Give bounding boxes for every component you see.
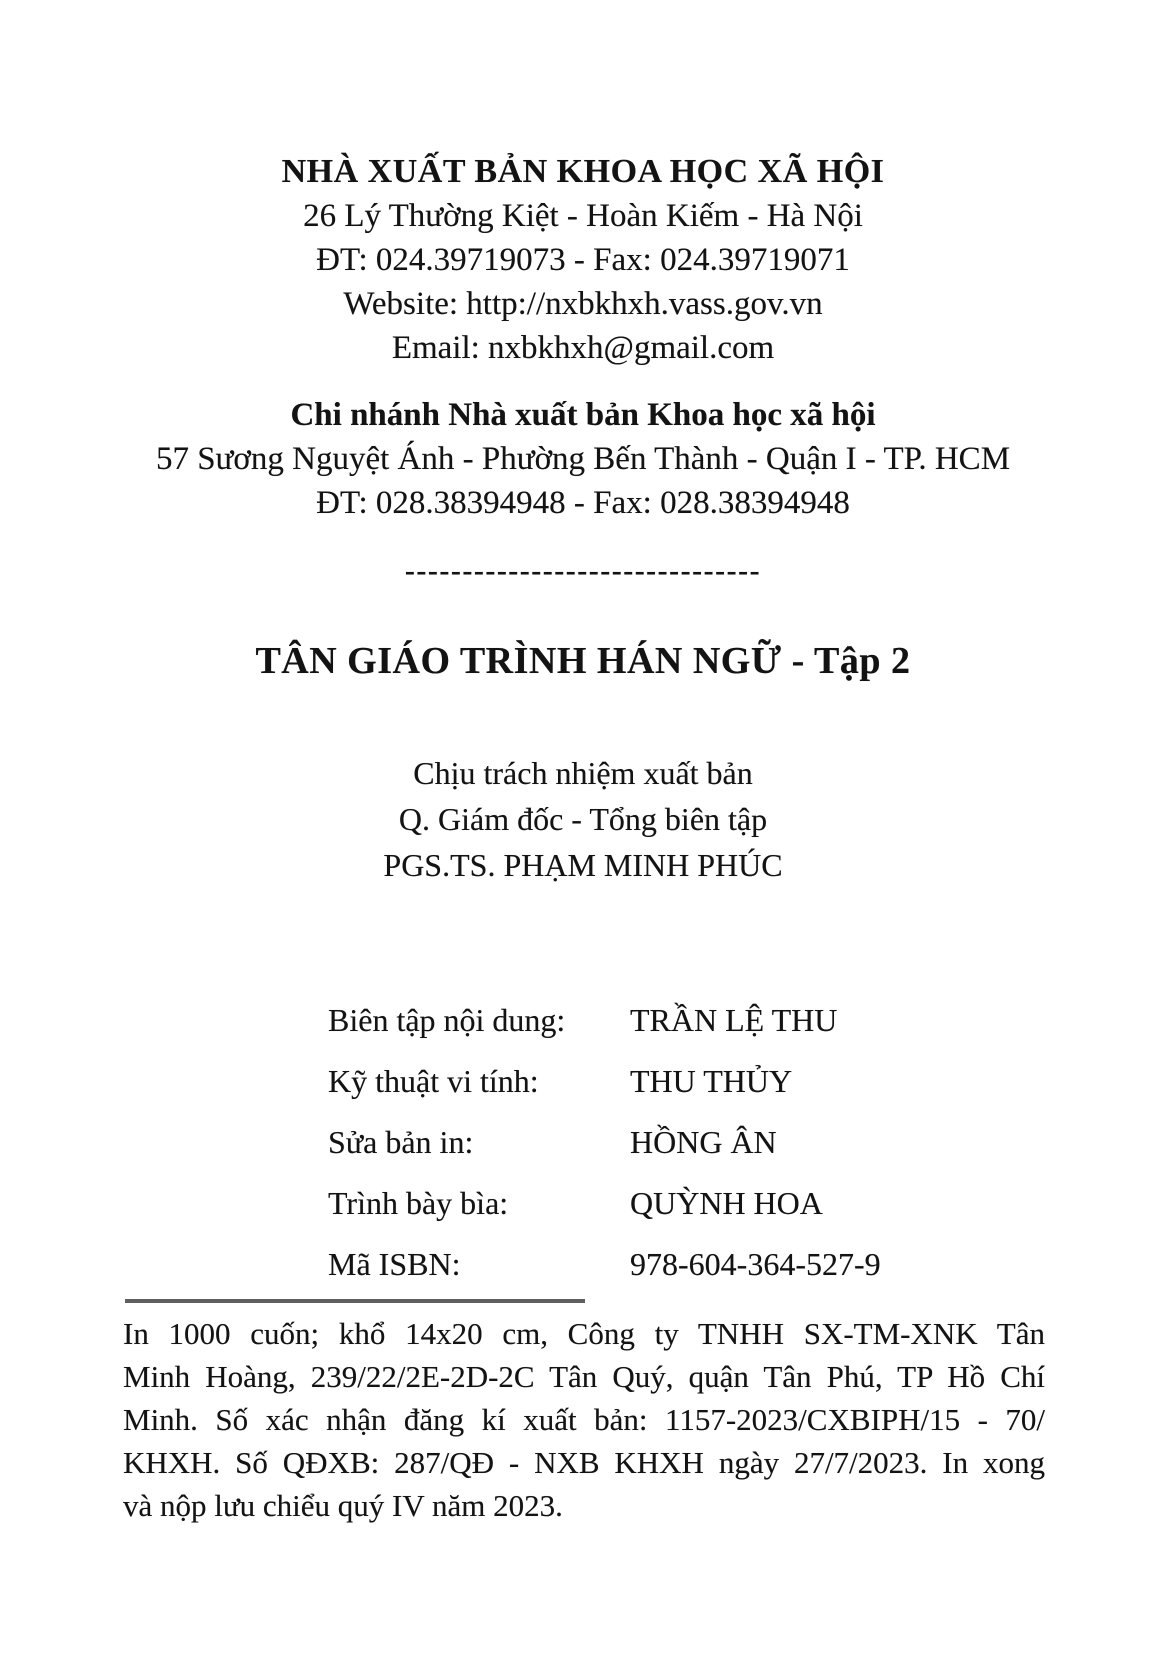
credit-value: QUỲNH HOA	[630, 1185, 823, 1221]
responsibility-heading: Chịu trách nhiệm xuất bản	[413, 755, 753, 791]
publisher-address: 26 Lý Thường Kiệt - Hoàn Kiếm - Hà Nội	[303, 198, 863, 234]
branch-phone-fax: ĐT: 028.38394948 - Fax: 028.38394948	[316, 485, 850, 521]
credit-value: 978-604-364-527-9	[630, 1246, 881, 1282]
publisher-website: Website: http://nxbkhxh.vass.gov.vn	[343, 286, 823, 322]
branch-address: 57 Sương Nguyệt Ánh - Phường Bến Thành - Quận I - TP. HCM	[155, 441, 1011, 477]
credit-value: THU THỦY	[630, 1063, 793, 1099]
credit-label: Biên tập nội dung:	[328, 1002, 566, 1038]
print-info-line: và nộp lưu chiểu quý IV năm 2023.	[123, 1488, 563, 1523]
credit-label: Mã ISBN:	[328, 1246, 461, 1282]
horizontal-rule	[125, 1299, 585, 1303]
branch-block	[0, 393, 1166, 525]
print-info-line: Minh Hoàng, 239/22/2E-2D-2C Tân Quý, quận Tân Phú, TP Hồ Chí	[123, 1359, 1045, 1394]
credit-label: Kỹ thuật vi tính:	[328, 1063, 539, 1099]
credit-row	[328, 1112, 881, 1173]
responsibility-person: PGS.TS. PHẠM MINH PHÚC	[383, 847, 783, 883]
publisher-name: NHÀ XUẤT BẢN KHOA HỌC XÃ HỘI	[281, 153, 885, 190]
branch-name: Chi nhánh Nhà xuất bản Khoa học xã hội	[290, 397, 876, 433]
print-run-info	[123, 1312, 1045, 1527]
credit-row	[328, 1051, 881, 1112]
responsibility-block	[0, 750, 1166, 888]
publisher-phone-fax: ĐT: 024.39719073 - Fax: 024.39719071	[316, 242, 850, 278]
print-info-line: Minh. Số xác nhận đăng kí xuất bản: 1157-2023/CXBIPH/15 - 70/	[123, 1402, 1045, 1437]
print-info-line: In 1000 cuốn; khổ 14x20 cm, Công ty TNHH SX-TM-XNK Tân	[123, 1316, 1045, 1351]
print-info-line: KHXH. Số QĐXB: 287/QĐ - NXB KHXH ngày 27/7/2023. In xong	[123, 1445, 1045, 1480]
credit-row	[328, 1173, 881, 1234]
book-title: TÂN GIÁO TRÌNH HÁN NGỮ - Tập 2	[255, 640, 911, 682]
credit-value: HỒNG ÂN	[630, 1124, 777, 1160]
credit-label: Trình bày bìa:	[328, 1185, 509, 1221]
dashed-divider: -------------------------------	[404, 554, 762, 587]
publisher-block	[0, 150, 1166, 370]
credit-label: Sửa bản in:	[328, 1124, 474, 1160]
credit-row	[328, 1234, 881, 1295]
responsibility-role: Q. Giám đốc - Tổng biên tập	[398, 801, 768, 837]
credits-list	[328, 990, 881, 1295]
publisher-email: Email: nxbkhxh@gmail.com	[391, 330, 775, 366]
credit-row	[328, 990, 881, 1051]
credit-value: TRẦN LỆ THU	[630, 1002, 838, 1038]
